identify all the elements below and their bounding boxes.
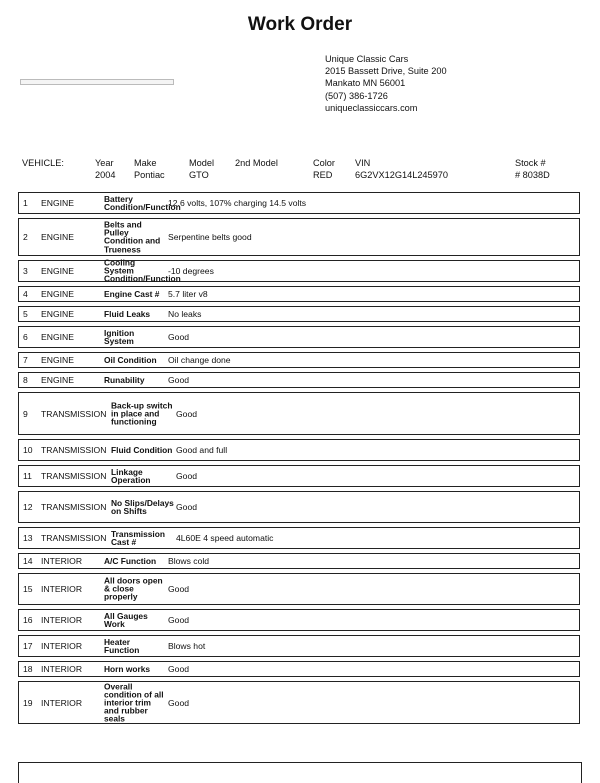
row-category: TRANSMISSION bbox=[41, 502, 107, 512]
company-address: 2015 Bassett Drive, Suite 200 bbox=[325, 66, 447, 77]
table-row bbox=[18, 439, 580, 461]
row-category: INTERIOR bbox=[41, 641, 83, 651]
table-row bbox=[18, 257, 580, 285]
row-category: ENGINE bbox=[41, 375, 74, 385]
row-number: 1 bbox=[23, 198, 28, 208]
row-item: Fluid Condition bbox=[111, 444, 173, 455]
vehicle-color bbox=[313, 158, 335, 181]
table-row bbox=[18, 573, 580, 605]
row-value: Oil change done bbox=[168, 355, 231, 365]
row-number: 3 bbox=[23, 266, 28, 276]
row-item: A/C Function bbox=[104, 555, 157, 566]
table-row bbox=[18, 218, 580, 256]
row-category: ENGINE bbox=[41, 232, 74, 242]
model-value: GTO bbox=[189, 169, 209, 180]
color-value: RED bbox=[313, 169, 333, 180]
row-item: All Gauges Work bbox=[104, 610, 148, 629]
table-row bbox=[18, 661, 580, 677]
row-number: 5 bbox=[23, 309, 28, 319]
row-category: ENGINE bbox=[41, 332, 74, 342]
row-category: TRANSMISSION bbox=[41, 445, 107, 455]
model2-label: 2nd Model bbox=[235, 158, 278, 168]
row-number: 4 bbox=[23, 289, 28, 299]
row-category: INTERIOR bbox=[41, 584, 83, 594]
table-row bbox=[18, 392, 580, 435]
row-category: ENGINE bbox=[41, 309, 74, 319]
row-number: 8 bbox=[23, 375, 28, 385]
table-row bbox=[18, 491, 580, 523]
row-value: Good bbox=[168, 332, 190, 342]
row-value: Good and full bbox=[176, 445, 228, 455]
make-value: Pontiac bbox=[134, 169, 165, 180]
row-value: Good bbox=[168, 584, 190, 594]
row-value: Good bbox=[176, 408, 198, 419]
table-row bbox=[18, 465, 580, 487]
table-row bbox=[18, 306, 580, 322]
table-row bbox=[18, 286, 580, 302]
row-value: Blows hot bbox=[168, 641, 206, 651]
row-value: -10 degrees bbox=[168, 266, 214, 276]
row-number: 18 bbox=[23, 664, 33, 674]
row-value: Good bbox=[176, 471, 198, 481]
page-title: Work Order bbox=[247, 14, 353, 35]
row-category: TRANSMISSION bbox=[41, 471, 107, 481]
company-name: Unique Classic Cars bbox=[325, 54, 409, 64]
year-label: Year bbox=[95, 158, 114, 168]
row-value: 12.6 volts, 107% charging 14.5 volts bbox=[168, 198, 307, 208]
row-item: Transmission Cast # bbox=[111, 528, 165, 547]
row-item: Back-up switch in place and functioning bbox=[111, 400, 173, 427]
table-row-continued bbox=[18, 762, 582, 783]
row-value: 4L60E 4 speed automatic bbox=[176, 533, 274, 543]
make-label: Make bbox=[134, 158, 157, 168]
row-number: 2 bbox=[23, 232, 28, 242]
stock-value: # 8038D bbox=[515, 169, 550, 180]
vehicle-stock bbox=[515, 158, 550, 181]
stock-label: Stock # bbox=[515, 158, 546, 168]
table-row bbox=[18, 352, 580, 368]
row-category: INTERIOR bbox=[41, 615, 83, 625]
row-item: Runability bbox=[104, 374, 145, 385]
row-number: 7 bbox=[23, 355, 28, 365]
vehicle-label: VEHICLE: bbox=[22, 158, 64, 168]
company-city: Mankato MN 56001 bbox=[325, 78, 406, 89]
color-label: Color bbox=[313, 158, 335, 168]
row-category: ENGINE bbox=[41, 198, 74, 208]
row-number: 9 bbox=[23, 408, 28, 419]
row-item: Linkage Operation bbox=[111, 466, 151, 485]
row-item: Overall condition of all interior trim and rubber seals bbox=[104, 680, 164, 724]
row-value: Good bbox=[176, 502, 198, 512]
table-row bbox=[18, 553, 580, 569]
row-item: Heater Function bbox=[104, 636, 140, 655]
row-item: Horn works bbox=[104, 663, 151, 674]
row-number: 16 bbox=[23, 615, 33, 625]
row-item: Fluid Leaks bbox=[104, 308, 151, 319]
logo-placeholder bbox=[20, 79, 174, 85]
row-category: INTERIOR bbox=[41, 664, 83, 674]
inspection-table bbox=[18, 192, 580, 728]
vin-label: VIN bbox=[355, 158, 371, 168]
table-row bbox=[18, 372, 580, 388]
row-number: 6 bbox=[23, 332, 28, 342]
row-category: TRANSMISSION bbox=[41, 408, 107, 419]
row-item: Engine Cast # bbox=[104, 288, 160, 299]
row-number: 19 bbox=[23, 697, 33, 708]
row-number: 15 bbox=[23, 584, 33, 594]
row-number: 17 bbox=[23, 641, 33, 651]
row-category: ENGINE bbox=[41, 355, 74, 365]
year-value: 2004 bbox=[95, 169, 116, 180]
row-category: TRANSMISSION bbox=[41, 533, 107, 543]
table-row bbox=[18, 609, 580, 631]
row-item: Battery Condition/Function bbox=[104, 193, 181, 212]
row-value: No leaks bbox=[168, 309, 202, 319]
table-row bbox=[18, 326, 580, 348]
row-value: Good bbox=[168, 375, 190, 385]
vin-value: 6G2VX12G14L245970 bbox=[355, 169, 448, 180]
vehicle-year bbox=[95, 158, 115, 181]
row-item: Oil Condition bbox=[104, 354, 157, 365]
row-item: Cooling System Condition/Function bbox=[104, 257, 181, 285]
row-value: 5.7 liter v8 bbox=[168, 289, 208, 299]
row-category: ENGINE bbox=[41, 266, 74, 276]
company-website[interactable]: uniqueclassiccars.com bbox=[325, 102, 418, 113]
row-value: Blows cold bbox=[168, 556, 210, 566]
row-value: Good bbox=[168, 697, 190, 708]
row-number: 10 bbox=[23, 445, 33, 455]
row-number: 13 bbox=[23, 533, 33, 543]
row-item: All doors open & close properly bbox=[104, 575, 163, 603]
table-row bbox=[18, 192, 580, 214]
row-value: Good bbox=[168, 664, 190, 674]
vehicle-vin bbox=[355, 158, 448, 181]
company-phone: (507) 386-1726 bbox=[325, 90, 388, 101]
row-value: Good bbox=[168, 615, 190, 625]
table-row bbox=[18, 681, 580, 724]
row-number: 14 bbox=[23, 556, 33, 566]
vehicle-model bbox=[189, 158, 214, 181]
row-item: Ignition System bbox=[104, 327, 135, 346]
row-item: Belts and Pulley Condition and Trueness bbox=[104, 219, 161, 255]
vehicle-model2 bbox=[235, 158, 278, 170]
row-item: No Slips/Delays on Shifts bbox=[111, 497, 174, 516]
row-category: INTERIOR bbox=[41, 556, 83, 566]
row-value: Serpentine belts good bbox=[168, 232, 252, 242]
table-row bbox=[18, 527, 580, 549]
row-category: ENGINE bbox=[41, 289, 74, 299]
row-number: 11 bbox=[23, 471, 32, 481]
vehicle-make bbox=[134, 158, 165, 181]
row-number: 12 bbox=[23, 502, 33, 512]
model-label: Model bbox=[189, 158, 215, 168]
company-info bbox=[325, 53, 447, 114]
table-row bbox=[18, 635, 580, 657]
row-category: INTERIOR bbox=[41, 697, 83, 708]
